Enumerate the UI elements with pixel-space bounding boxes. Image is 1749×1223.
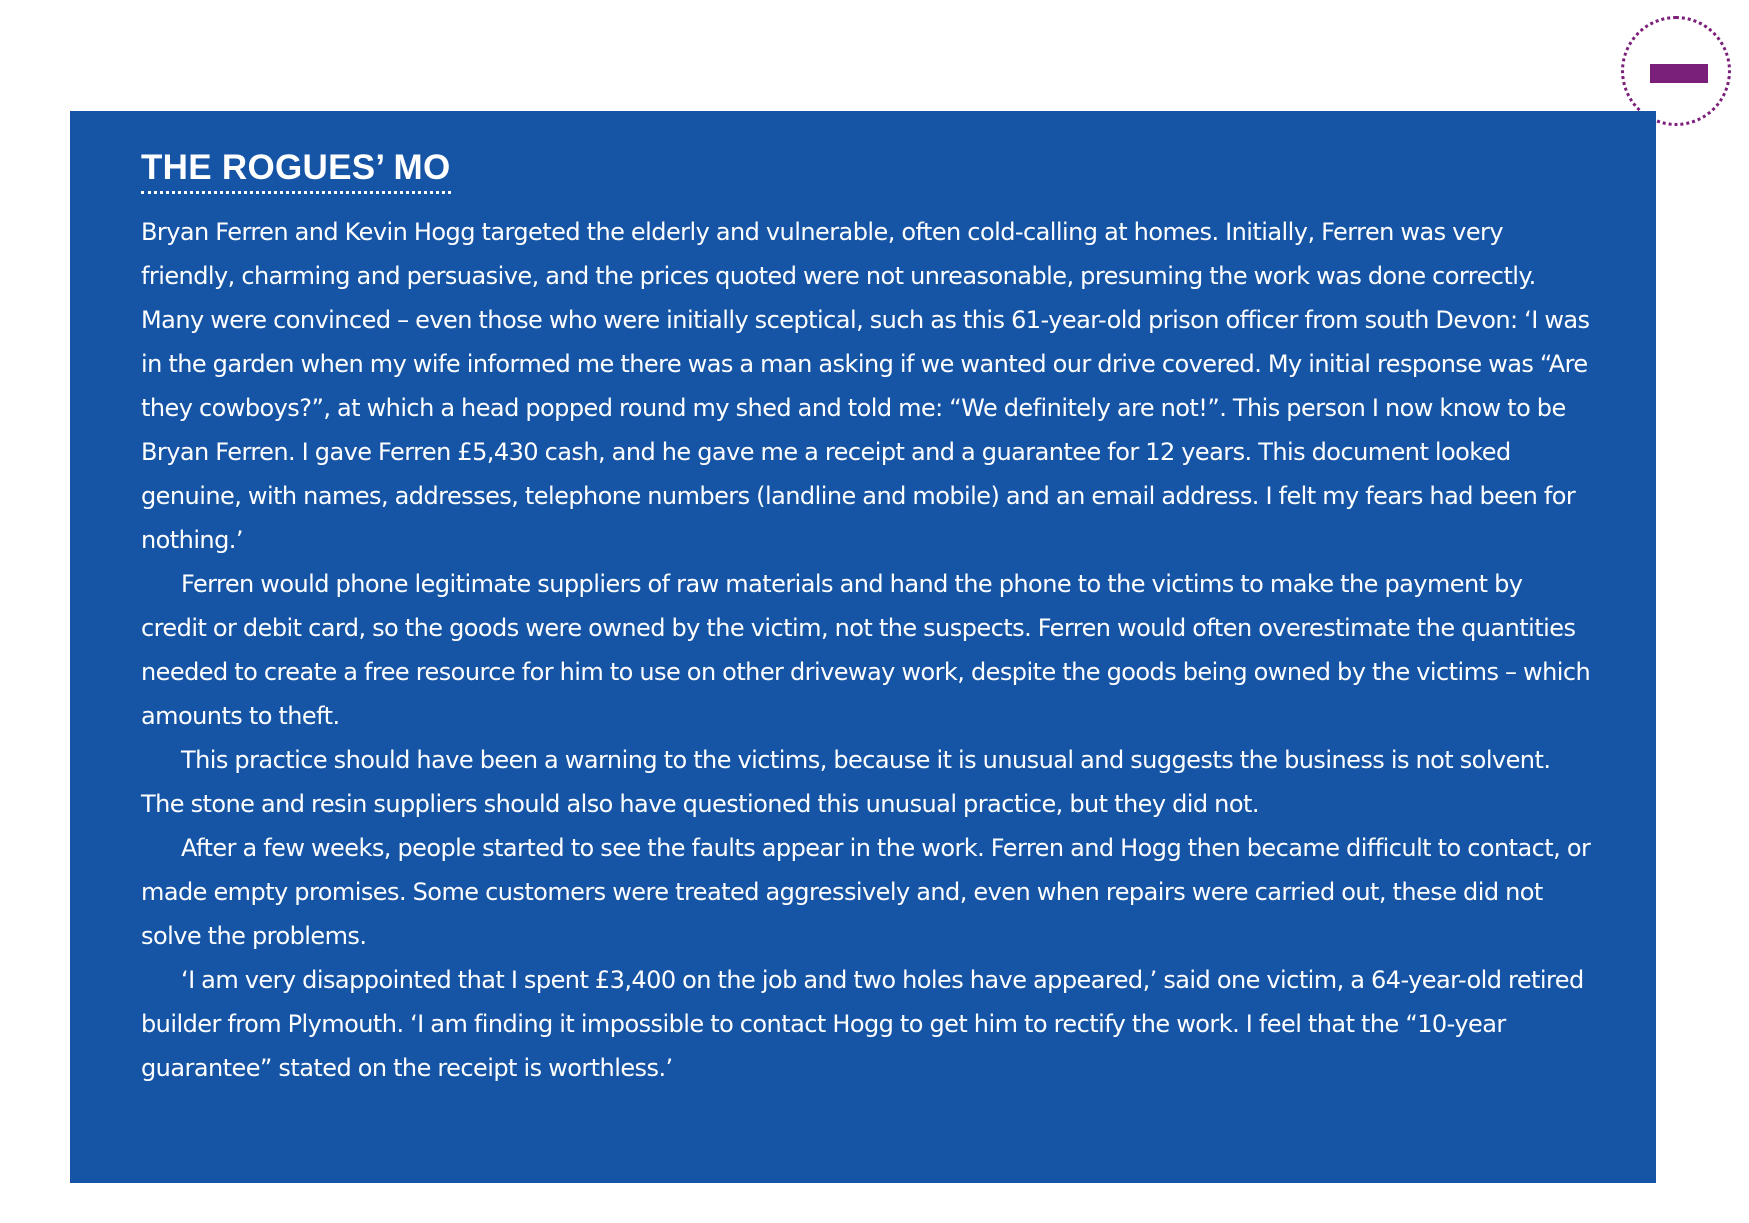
article-paragraph-4: After a few weeks, people started to see the faults appear in the work. Ferren and Hogg then became difficult to contact, or made empty promises. Some customers were treated aggressively and, even when repairs were carried out, these did not solve the problems. [141,834,1591,950]
article-panel [70,111,1656,1183]
article-paragraph-3: This practice should have been a warning to the victims, because it is unusual and suggests the business is not solvent. The stone and resin suppliers should also have questioned this unusual practice, but they did not. [141,746,1551,818]
article-paragraph-5: ‘I am very disappointed that I spent £3,400 on the job and two holes have appeared,’ said one victim, a 64-year-old retired builder from Plymouth. ‘I am finding it impossible to contact Hogg to get him to rectify the work. I feel that the “10-year guarantee” stated on the receipt is worthless.’ [141,966,1584,1082]
minus-circle-icon [1621,16,1731,126]
article-heading: THE ROGUES’ MO [141,147,451,194]
article-body [141,210,1594,1090]
article-paragraph-2: Ferren would phone legitimate suppliers of raw materials and hand the phone to the victims to make the payment by credit or debit card, so the goods were owned by the victim, not the suspects. Ferren would often overestimate the quantities needed to create a free resource for him to use on other driveway work, despite the goods being owned by the victims – which amounts to theft. [141,570,1591,730]
minus-bar [1650,64,1708,83]
article-paragraph-1: Bryan Ferren and Kevin Hogg targeted the elderly and vulnerable, often cold-calling at homes. Initially, Ferren was very friendly, charming and persuasive, and the prices quoted were not unreasonable, presuming the work was done correctly. Many were convinced – even those who were initially sceptical, such as this 61-year-old prison officer from south Devon: ‘I was in the garden when my wife informed me there was a man asking if we wanted our drive covered. My initial response was “Are they cowboys?”, at which a head popped round my shed and told me: “We definitely are not!”. This person I now know to be Bryan Ferren. I gave Ferren £5,430 cash, and he gave me a receipt and a guarantee for 12 years. This document looked genuine, with names, addresses, telephone numbers (landline and mobile) and an email address. I felt my fears had been for nothing.’ [141,218,1590,554]
